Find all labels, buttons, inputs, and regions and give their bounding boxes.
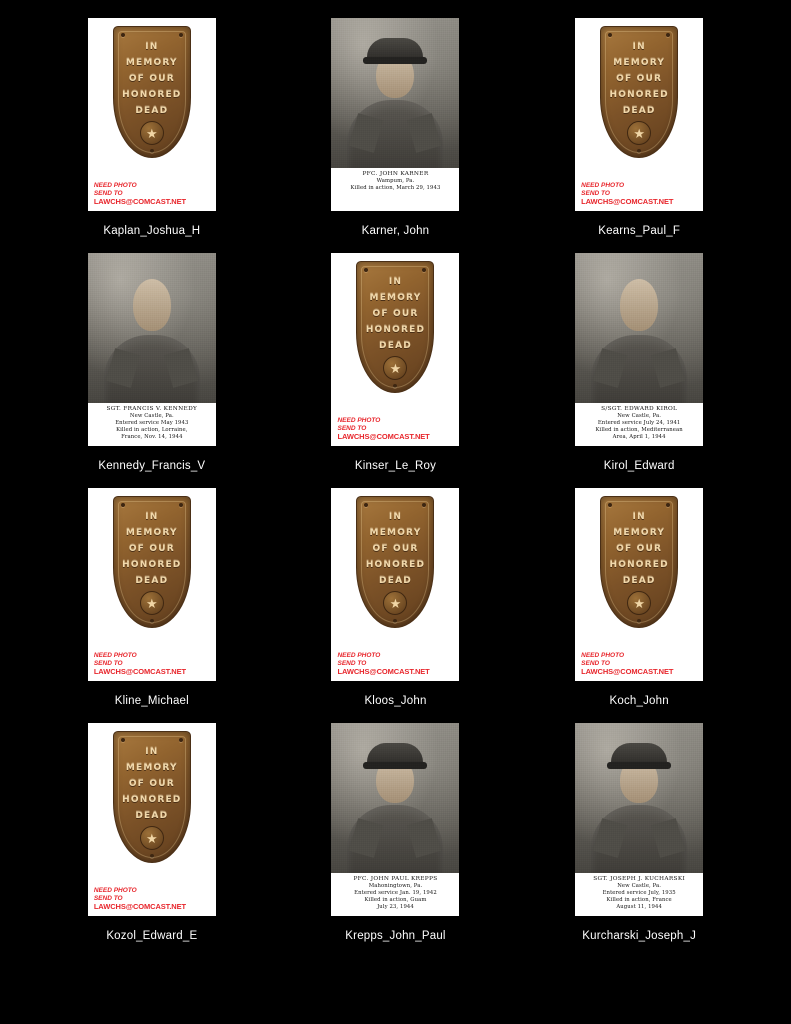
thumbnail-caption: Kline_Michael: [114, 695, 189, 707]
gallery-item[interactable]: [274, 723, 518, 958]
plaque-line-2: MEMORY: [125, 58, 178, 68]
memorial-portrait-photo: [88, 253, 216, 446]
portrait-image: [575, 723, 703, 873]
photo-grain-overlay: [88, 253, 216, 403]
plaque-line-3: OF OUR: [128, 74, 175, 84]
rivet-icon: [150, 854, 154, 858]
thumbnail-caption: Kozol_Edward_E: [106, 930, 198, 942]
plaque-line-3: OF OUR: [616, 74, 663, 84]
plaque-line-1: IN: [145, 512, 159, 522]
plaque-line-2: MEMORY: [125, 528, 178, 538]
need-photo-notice: [581, 652, 673, 676]
plaque-line-5: DEAD: [379, 341, 412, 351]
plaque-text: [114, 744, 190, 824]
memorial-plaque-placeholder: [575, 18, 703, 211]
plaque-line-5: DEAD: [135, 576, 169, 586]
thumbnail[interactable]: [331, 488, 459, 681]
rivet-icon: [364, 268, 368, 272]
need-photo-email[interactable]: LAWCHS@COMCAST.NET: [93, 197, 187, 206]
plaque-text: [114, 39, 190, 119]
plaque-line-2: MEMORY: [369, 528, 422, 538]
star-icon: ★: [140, 826, 164, 850]
thumbnail-caption: Koch_John: [609, 695, 669, 707]
rivet-icon: [608, 33, 612, 37]
need-photo-line-2: SEND TO: [337, 660, 367, 667]
plaque-shield: [600, 496, 678, 628]
memorial-plaque-placeholder: [88, 18, 216, 211]
memorial-plaque-placeholder: [575, 488, 703, 681]
portrait-caption-line: France, Nov. 14, 1944: [121, 434, 183, 440]
plaque-line-3: OF OUR: [372, 309, 419, 319]
thumbnail[interactable]: [88, 18, 216, 211]
rivet-icon: [637, 619, 641, 623]
portrait-image: [331, 723, 459, 873]
star-icon: ★: [627, 121, 651, 145]
plaque-shield: [113, 731, 191, 863]
need-photo-line-1: NEED PHOTO: [581, 182, 625, 189]
plaque-line-3: OF OUR: [128, 544, 175, 554]
thumbnail[interactable]: [331, 723, 459, 916]
portrait-image: [575, 253, 703, 403]
gallery-item[interactable]: [517, 488, 761, 723]
plaque-shield: [113, 26, 191, 158]
photo-grain-overlay: [575, 723, 703, 873]
memorial-plaque-placeholder: [331, 488, 459, 681]
portrait-caption-line: July 23, 1944: [377, 904, 414, 910]
memorial-plaque-placeholder: [331, 253, 459, 446]
plaque-shield: [113, 496, 191, 628]
need-photo-line-2: SEND TO: [93, 660, 123, 667]
rivet-icon: [422, 268, 426, 272]
portrait-caption: [575, 403, 703, 446]
plaque-line-2: MEMORY: [613, 528, 666, 538]
portrait-caption-line: Area, April 1, 1944: [612, 434, 666, 440]
gallery-item[interactable]: [274, 18, 518, 253]
rivet-icon: [121, 503, 125, 507]
portrait-caption-line: Entered service July 24, 1941: [597, 420, 681, 426]
rivet-icon: [364, 503, 368, 507]
plaque-text: [357, 509, 433, 589]
portrait-caption: [88, 403, 216, 446]
portrait-image: [331, 18, 459, 168]
rivet-icon: [179, 33, 183, 37]
gallery-item[interactable]: [30, 723, 274, 958]
plaque-text: [601, 509, 677, 589]
need-photo-notice: [581, 182, 673, 206]
rivet-icon: [422, 503, 426, 507]
portrait-caption-line: New Castle, Pa.: [129, 413, 174, 419]
plaque-line-5: DEAD: [135, 811, 169, 821]
rivet-icon: [121, 738, 125, 742]
rivet-icon: [666, 503, 670, 507]
thumbnail[interactable]: [575, 253, 703, 446]
memorial-portrait-photo: [331, 723, 459, 916]
gallery-item[interactable]: [30, 18, 274, 253]
plaque-line-4: HONORED: [609, 560, 669, 570]
memorial-plaque-placeholder: [88, 723, 216, 916]
gallery-item[interactable]: [517, 723, 761, 958]
thumbnail[interactable]: [575, 723, 703, 916]
rivet-icon: [393, 619, 397, 623]
gallery-item[interactable]: [274, 488, 518, 723]
photo-grain-overlay: [331, 723, 459, 873]
portrait-caption-line: Wampum, Pa.: [376, 178, 415, 184]
need-photo-line-2: SEND TO: [93, 190, 123, 197]
need-photo-line-1: NEED PHOTO: [581, 652, 625, 659]
need-photo-email[interactable]: LAWCHS@COMCAST.NET: [581, 197, 674, 206]
rivet-icon: [179, 738, 183, 742]
star-icon: ★: [383, 591, 407, 615]
plaque-line-4: HONORED: [365, 325, 426, 335]
need-photo-line-2: SEND TO: [93, 895, 123, 902]
plaque-line-1: IN: [388, 512, 403, 522]
photo-grain-overlay: [331, 18, 459, 168]
need-photo-line-1: NEED PHOTO: [93, 182, 137, 189]
rivet-icon: [666, 33, 670, 37]
portrait-caption-name: SGT. FRANCIS V. KENNEDY: [106, 406, 198, 412]
plaque-line-2: MEMORY: [613, 58, 666, 68]
thumbnail-caption: Kurcharski_Joseph_J: [582, 930, 697, 942]
need-photo-line-1: NEED PHOTO: [337, 652, 381, 659]
gallery-item[interactable]: [30, 253, 274, 488]
need-photo-notice: [94, 182, 186, 206]
portrait-caption: [575, 873, 703, 916]
plaque-line-4: HONORED: [122, 560, 182, 570]
need-photo-line-2: SEND TO: [581, 660, 610, 667]
plaque-line-1: IN: [632, 512, 646, 522]
need-photo-email[interactable]: LAWCHS@COMCAST.NET: [337, 667, 430, 676]
plaque-line-4: HONORED: [122, 795, 182, 805]
thumbnail-caption: Kirol_Edward: [603, 460, 675, 472]
plaque-line-4: HONORED: [122, 90, 182, 100]
portrait-caption-line: Killed in action, March 29, 1943: [350, 185, 441, 191]
gallery-item[interactable]: [274, 253, 518, 488]
need-photo-line-2: SEND TO: [581, 190, 610, 197]
rivet-icon: [393, 384, 397, 388]
portrait-caption-line: Killed in action, Guam: [364, 897, 427, 903]
rivet-icon: [150, 619, 154, 623]
portrait-image: [88, 253, 216, 403]
need-photo-email[interactable]: LAWCHS@COMCAST.NET: [581, 667, 674, 676]
memorial-portrait-photo: [575, 723, 703, 916]
portrait-caption-name: SGT. JOSEPH J. KUCHARSKI: [593, 876, 686, 882]
portrait-caption-line: Killed in action, Lorraine,: [116, 427, 188, 433]
portrait-caption-line: Mahoningtown, Pa.: [368, 883, 423, 889]
plaque-text: [357, 274, 433, 354]
plaque-shield: [356, 261, 434, 393]
thumbnail[interactable]: [331, 18, 459, 211]
plaque-line-1: IN: [632, 42, 646, 52]
thumbnail[interactable]: [331, 253, 459, 446]
plaque-line-2: MEMORY: [125, 763, 178, 773]
portrait-caption-line: Killed in action, Mediterranean: [595, 427, 683, 433]
gallery-item[interactable]: [517, 253, 761, 488]
plaque-line-1: IN: [145, 747, 159, 757]
thumbnail[interactable]: [88, 253, 216, 446]
portrait-caption-line: Killed in action, France: [606, 897, 672, 903]
need-photo-line-1: NEED PHOTO: [337, 417, 381, 424]
photo-grain-overlay: [575, 253, 703, 403]
need-photo-notice: [94, 887, 186, 911]
star-icon: ★: [140, 591, 164, 615]
need-photo-notice: [337, 652, 429, 676]
thumbnail-caption: Kennedy_Francis_V: [98, 460, 206, 472]
portrait-caption-line: Entered service July, 1935: [602, 890, 676, 896]
need-photo-line-1: NEED PHOTO: [93, 887, 137, 894]
plaque-text: [114, 509, 190, 589]
plaque-line-3: OF OUR: [128, 779, 175, 789]
rivet-icon: [637, 149, 641, 153]
thumbnail[interactable]: [575, 18, 703, 211]
portrait-caption-line: Entered service Jan. 19, 1942: [354, 890, 437, 896]
thumbnail[interactable]: [575, 488, 703, 681]
plaque-text: [601, 39, 677, 119]
portrait-caption: [331, 873, 459, 916]
gallery-item[interactable]: [517, 18, 761, 253]
plaque-line-4: HONORED: [609, 90, 669, 100]
portrait-caption-name: PFC. JOHN PAUL KREPPS: [353, 876, 438, 882]
rivet-icon: [150, 149, 154, 153]
portrait-caption-line: Entered service May 1943: [115, 420, 189, 426]
rivet-icon: [608, 503, 612, 507]
plaque-line-5: DEAD: [622, 106, 656, 116]
thumbnail-caption: Kearns_Paul_F: [598, 225, 681, 237]
need-photo-email[interactable]: LAWCHS@COMCAST.NET: [93, 667, 187, 676]
rivet-icon: [179, 503, 183, 507]
gallery-item[interactable]: [30, 488, 274, 723]
need-photo-notice: [337, 417, 429, 441]
need-photo-line-1: NEED PHOTO: [93, 652, 137, 659]
thumbnail[interactable]: [88, 723, 216, 916]
plaque-line-5: DEAD: [135, 106, 169, 116]
need-photo-line-2: SEND TO: [337, 425, 367, 432]
star-icon: ★: [627, 591, 651, 615]
portrait-caption-line: New Castle, Pa.: [617, 413, 662, 419]
memorial-portrait-photo: [575, 253, 703, 446]
thumbnail-caption: Kloos_John: [364, 695, 427, 707]
plaque-shield: [356, 496, 434, 628]
rivet-icon: [121, 33, 125, 37]
thumbnail-caption: Kaplan_Joshua_H: [103, 225, 201, 237]
portrait-caption-line: New Castle, Pa.: [617, 883, 662, 889]
plaque-line-3: OF OUR: [616, 544, 663, 554]
thumbnail-caption: Kinser_Le_Roy: [354, 460, 437, 472]
thumbnail[interactable]: [88, 488, 216, 681]
need-photo-email[interactable]: LAWCHS@COMCAST.NET: [337, 432, 430, 441]
portrait-caption-name: PFC. JOHN KARNER: [362, 171, 429, 177]
plaque-line-1: IN: [388, 277, 403, 287]
memorial-portrait-photo: [331, 18, 459, 211]
portrait-caption-line: August 11, 1944: [616, 904, 662, 910]
memorial-plaque-placeholder: [88, 488, 216, 681]
need-photo-notice: [94, 652, 186, 676]
thumbnail-caption: Krepps_John_Paul: [345, 930, 446, 942]
plaque-shield: [600, 26, 678, 158]
thumbnail-caption: Karner, John: [361, 225, 430, 237]
star-icon: ★: [140, 121, 164, 145]
plaque-line-4: HONORED: [365, 560, 426, 570]
star-icon: ★: [383, 356, 407, 380]
portrait-caption-name: S/SGT. EDWARD KIROL: [601, 406, 678, 412]
plaque-line-1: IN: [145, 42, 159, 52]
plaque-line-3: OF OUR: [372, 544, 419, 554]
portrait-caption: [331, 168, 459, 211]
plaque-line-5: DEAD: [379, 576, 412, 586]
plaque-line-5: DEAD: [622, 576, 656, 586]
need-photo-email[interactable]: LAWCHS@COMCAST.NET: [93, 902, 187, 911]
plaque-line-2: MEMORY: [369, 293, 422, 303]
